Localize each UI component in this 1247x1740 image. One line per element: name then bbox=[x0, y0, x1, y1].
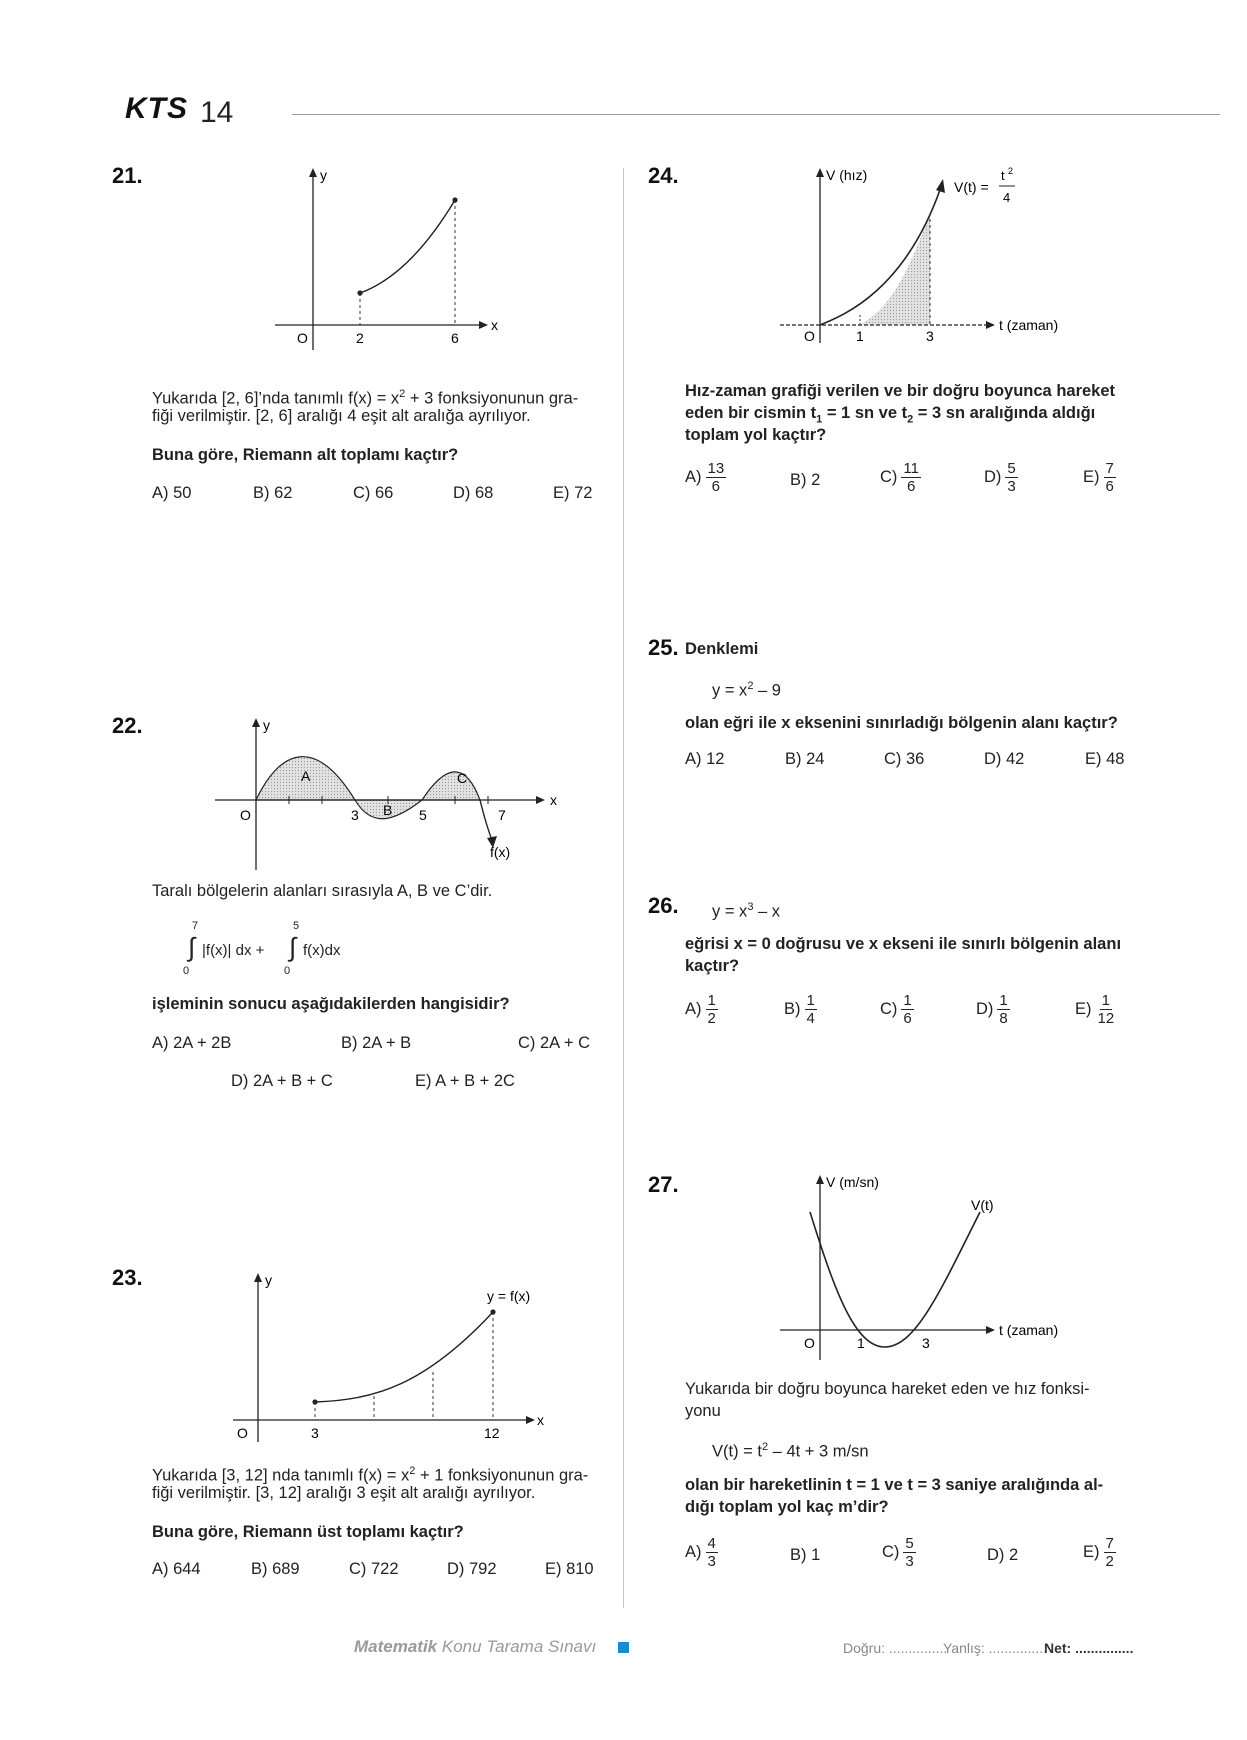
q22-fx-label: f(x) bbox=[490, 844, 511, 860]
q22-option-d[interactable]: D) 2A + B + C bbox=[231, 1072, 333, 1090]
q26-option-d[interactable]: D) $\frac{1}{8}$ bbox=[976, 992, 1008, 1027]
q24-graph bbox=[775, 165, 1075, 345]
q21-y-label: y bbox=[320, 167, 327, 183]
q24-vt-label: V(t) = bbox=[954, 179, 989, 195]
q24-curve-arrow bbox=[936, 179, 945, 193]
q24-tick-1: 1 bbox=[856, 328, 864, 344]
q25-question: olan eğri ile x eksenini sınırladığı bölgenin alanı kaçtır? bbox=[685, 714, 1118, 732]
column-divider bbox=[623, 168, 624, 1608]
q24-text-line2: eden bir cismin $t_1 = 1$ sn ve $t_2 = 3$ sn aralığında aldığı bbox=[685, 404, 1096, 426]
q25-intro: Denklemi bbox=[685, 640, 759, 658]
q22-tick-7: 7 bbox=[498, 807, 506, 823]
int1-lower: 0 bbox=[183, 965, 190, 977]
int1-body: |f(x)| dx + bbox=[202, 942, 265, 959]
footer-exam-title bbox=[354, 1637, 596, 1657]
header-divider bbox=[292, 114, 1220, 115]
question-number-26: 26. bbox=[648, 893, 679, 918]
q26-option-e[interactable]: E) $\frac{1}{12}$ bbox=[1075, 992, 1115, 1027]
q25-option-a[interactable]: A) 12 bbox=[685, 750, 725, 768]
q22-label-b: B bbox=[383, 802, 393, 818]
q22-x-label: x bbox=[550, 792, 557, 808]
int2-lower: 0 bbox=[284, 965, 291, 977]
q22-integral-expression bbox=[180, 920, 380, 980]
q27-question-line1: olan bir hareketlinin t = 1 ve t = 3 saniye aralığında al- bbox=[685, 1476, 1104, 1494]
question-number-25: 25. bbox=[648, 635, 679, 660]
q27-question-line2: dığı toplam yol kaç m’dir? bbox=[685, 1498, 889, 1516]
q25-option-d[interactable]: D) 42 bbox=[984, 750, 1025, 768]
q21-option-a[interactable]: A) 50 bbox=[152, 484, 192, 502]
q22-option-a[interactable]: A) 2A + 2B bbox=[152, 1034, 232, 1052]
q26-equation: $y = x^3 - x$ bbox=[712, 901, 781, 921]
q23-x-label: x bbox=[537, 1412, 544, 1428]
q23-graph bbox=[225, 1270, 555, 1448]
q26-text-line2: kaçtır? bbox=[685, 957, 740, 975]
q23-option-d[interactable]: D) 792 bbox=[447, 1560, 497, 1578]
q25-equation: $y = x^2 - 9$ bbox=[712, 680, 781, 700]
footer-wrong-field[interactable]: Yanlış: ............... bbox=[943, 1640, 1047, 1656]
q27-option-b[interactable]: B) 1 bbox=[790, 1546, 821, 1564]
q27-option-c[interactable]: C) $\frac{5}{3}$ bbox=[882, 1535, 914, 1570]
q26-option-c[interactable]: C) $\frac{1}{6}$ bbox=[880, 992, 912, 1027]
q27-parabola bbox=[810, 1212, 980, 1347]
q23-origin: O bbox=[237, 1425, 248, 1441]
q27-tick-1: 1 bbox=[857, 1335, 865, 1351]
q24-option-e[interactable]: E) $\frac{7}{6}$ bbox=[1083, 460, 1114, 495]
q24-vt-den: 4 bbox=[1003, 190, 1011, 205]
q21-text-line1: Yukarıda [2, 6]’nda tanımlı $f(x) = x^2 + 3$ fonksiyonunun gra- bbox=[152, 388, 579, 408]
page-number: 14 bbox=[200, 96, 234, 129]
q22-label-a: A bbox=[301, 768, 311, 784]
q25-option-e[interactable]: E) 48 bbox=[1085, 750, 1125, 768]
q24-option-c[interactable]: C) $\frac{11}{6}$ bbox=[880, 460, 919, 495]
q27-option-a[interactable]: A) $\frac{4}{3}$ bbox=[685, 1535, 716, 1570]
integral-sign-1: ∫ bbox=[188, 932, 196, 962]
q24-vt-num-sup: 2 bbox=[1008, 166, 1014, 176]
q23-question: Buna göre, Riemann üst toplamı kaçtır? bbox=[152, 1523, 464, 1541]
q26-option-b[interactable]: B) $\frac{1}{4}$ bbox=[784, 992, 815, 1027]
q24-tick-3: 3 bbox=[926, 328, 934, 344]
q22-tick-5: 5 bbox=[419, 807, 427, 823]
q22-tick-3: 3 bbox=[351, 807, 359, 823]
q21-option-d[interactable]: D) 68 bbox=[453, 484, 494, 502]
q21-option-e[interactable]: E) 72 bbox=[553, 484, 593, 502]
q22-region-c bbox=[422, 772, 480, 800]
q27-t-arrow bbox=[986, 1326, 995, 1334]
q27-t-label: t (zaman) bbox=[999, 1322, 1059, 1338]
q27-vt-label: V(t) bbox=[971, 1197, 994, 1213]
q27-equation: $V(t) = t^2 - 4t + 3$ m/sn bbox=[712, 1441, 869, 1461]
question-number-23: 23. bbox=[112, 1265, 143, 1290]
q22-y-arrow bbox=[252, 718, 260, 727]
q22-graph bbox=[210, 715, 570, 870]
int2-upper: 5 bbox=[293, 920, 300, 932]
footer-subject: Matematik bbox=[354, 1637, 438, 1656]
q23-option-c[interactable]: C) 722 bbox=[349, 1560, 399, 1578]
q21-y-arrow bbox=[309, 168, 317, 177]
footer-net-field[interactable]: Net: ............... bbox=[1044, 1640, 1134, 1656]
q27-y-arrow bbox=[816, 1175, 824, 1184]
int1-upper: 7 bbox=[192, 920, 199, 932]
q21-origin: O bbox=[297, 330, 308, 346]
footer-title: Konu Tarama Sınavı bbox=[437, 1637, 597, 1656]
q21-question: Buna göre, Riemann alt toplamı kaçtır? bbox=[152, 446, 459, 464]
q23-option-e[interactable]: E) 810 bbox=[545, 1560, 594, 1578]
q23-text-line2: fiği verilmiştir. [3, 12] aralığı 3 eşit alt aralığı ayrılıyor. bbox=[152, 1484, 536, 1502]
q27-graph bbox=[775, 1172, 1075, 1362]
q22-option-e[interactable]: E) A + B + 2C bbox=[415, 1072, 515, 1090]
q24-option-a[interactable]: A) $\frac{13}{6}$ bbox=[685, 460, 725, 495]
q23-text-line1: Yukarıda [3, 12] nda tanımlı $f(x) = x^2 + 1$ fonksiyonunun gra- bbox=[152, 1465, 589, 1485]
integral-sign-2: ∫ bbox=[289, 932, 297, 962]
q22-option-c[interactable]: C) 2A + C bbox=[518, 1034, 590, 1052]
q21-x-label: x bbox=[491, 317, 498, 333]
q26-text-line1: eğrisi x = 0 doğrusu ve x ekseni ile sınırlı bölgenin alanı bbox=[685, 935, 1122, 953]
question-number-24: 24. bbox=[648, 163, 679, 188]
q23-tick-12: 12 bbox=[484, 1425, 500, 1441]
q23-y-label: y bbox=[265, 1272, 272, 1288]
question-number-21: 21. bbox=[112, 163, 143, 188]
q21-tick-6: 6 bbox=[451, 330, 459, 346]
q27-option-e[interactable]: E) $\frac{7}{2}$ bbox=[1083, 1535, 1114, 1570]
q27-text-line1: Yukarıda bir doğru boyunca hareket eden ve hız fonksi- bbox=[685, 1380, 1090, 1398]
q24-t-arrow bbox=[986, 321, 995, 329]
q24-vt-num: t bbox=[1001, 168, 1005, 183]
q27-origin: O bbox=[804, 1335, 815, 1351]
q23-x-arrow bbox=[526, 1416, 535, 1424]
q23-fx-label: y = f(x) bbox=[487, 1288, 531, 1304]
q24-y-arrow bbox=[816, 168, 824, 177]
q27-tick-3: 3 bbox=[922, 1335, 930, 1351]
q21-curve bbox=[360, 200, 455, 293]
q21-graph bbox=[265, 165, 505, 370]
q24-v-label: V (hız) bbox=[826, 167, 868, 183]
q24-option-d[interactable]: D) $\frac{5}{3}$ bbox=[984, 460, 1016, 495]
q23-option-a[interactable]: A) 644 bbox=[152, 1560, 201, 1578]
q22-question: işleminin sonucu aşağıdakilerden hangisidir? bbox=[152, 995, 510, 1013]
q25-option-b[interactable]: B) 24 bbox=[785, 750, 825, 768]
q27-option-d[interactable]: D) 2 bbox=[987, 1546, 1019, 1564]
question-number-27: 27. bbox=[648, 1172, 679, 1197]
brand-logo: KTS bbox=[125, 92, 188, 125]
q24-shaded-area bbox=[860, 213, 930, 325]
q21-option-b[interactable]: B) 62 bbox=[253, 484, 293, 502]
q22-y-label: y bbox=[263, 717, 270, 733]
int2-body: f(x)dx bbox=[303, 942, 341, 959]
q26-option-a[interactable]: A) $\frac{1}{2}$ bbox=[685, 992, 716, 1027]
q23-curve bbox=[315, 1312, 493, 1402]
q21-tick-2: 2 bbox=[356, 330, 364, 346]
q25-option-c[interactable]: C) 36 bbox=[884, 750, 925, 768]
q24-t-label: t (zaman) bbox=[999, 317, 1059, 333]
q22-label-c: C bbox=[457, 770, 468, 786]
q24-origin: O bbox=[804, 328, 815, 344]
q22-origin: O bbox=[240, 807, 251, 823]
q24-text-line3: toplam yol kaçtır? bbox=[685, 426, 827, 444]
q21-text-line2: fiği verilmiştir. [2, 6] aralığı 4 eşit alt aralığa ayrılıyor. bbox=[152, 407, 531, 425]
question-number-22: 22. bbox=[112, 713, 143, 738]
footer-square-icon bbox=[618, 1642, 629, 1653]
q27-text-line2: yonu bbox=[685, 1402, 721, 1420]
q22-x-arrow bbox=[536, 796, 545, 804]
q22-text-line1: Taralı bölgelerin alanları sırasıyla A, B ve C’dir. bbox=[152, 882, 493, 900]
q23-option-b[interactable]: B) 689 bbox=[251, 1560, 300, 1578]
q21-x-arrow bbox=[479, 321, 488, 329]
q23-y-arrow bbox=[254, 1273, 262, 1282]
q22-option-b[interactable]: B) 2A + B bbox=[341, 1034, 412, 1052]
q21-option-c[interactable]: C) 66 bbox=[353, 484, 394, 502]
q27-v-label: V (m/sn) bbox=[826, 1174, 879, 1190]
footer-correct-field[interactable]: Doğru: ............... bbox=[843, 1640, 948, 1656]
q23-tick-3: 3 bbox=[311, 1425, 319, 1441]
q24-text-line1: Hız-zaman grafiği verilen ve bir doğru boyunca hareket bbox=[685, 382, 1116, 400]
q24-option-b[interactable]: B) 2 bbox=[790, 471, 821, 489]
q22-curve-tail bbox=[480, 800, 492, 840]
